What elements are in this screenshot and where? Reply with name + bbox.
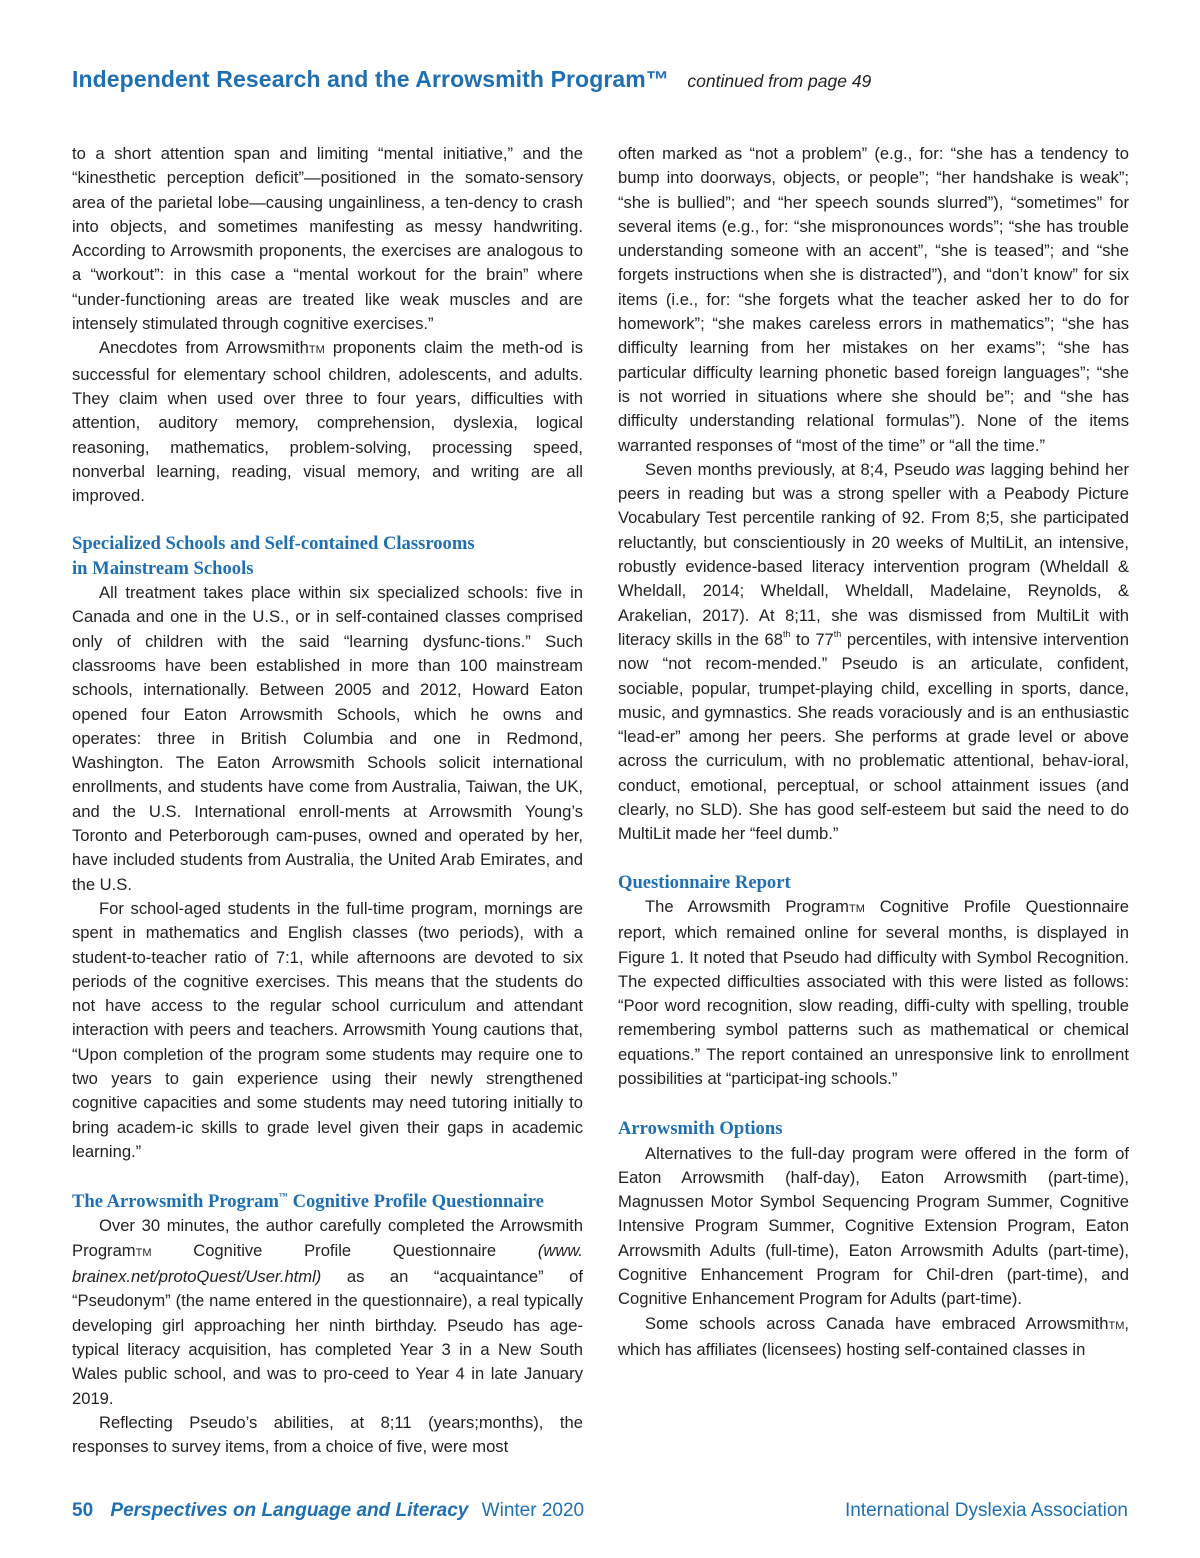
paragraph: Some schools across Canada have embraced ArrowsmithTM, which has affiliates (licensees) hosting self-contained classes in xyxy=(618,1313,1129,1359)
publication-name: Perspectives on Language and Literacy xyxy=(110,1500,469,1521)
page-number: 50 xyxy=(72,1500,94,1521)
paragraph: Seven months previously, at 8;4, Pseudo was lagging behind her peers in reading but was a strong speller with a Peabody Picture Vocabulary Test percentile ranking of 92. From 8;5, she participated reluctantly, but conscientiously in 20 weeks of MultiLit, an intensive, robustly evidence-based literacy intervention program (Wheldall & Wheldall, 2014; Wheldall, Wheldall, Madelaine, Reynolds, & Arakelian, 2017). At 8;11, she was dismissed from MultiLit with literacy skills in the 68th to 77th percentiles, with intensive intervention now “not recom-mended.” Pseudo is an articulate, confident, sociable, popular, trumpet-playing child, excelling in sports, dance, music, and gymnastics. She reads voraciously and is an enthusiastic “lead-er” among her peers. She performs at grade level or above across the curriculum, with no problematic attentional, behav-ioral, conduct, emotional, perceptual, or school attainment issues (and clearly, no SLD). She has good self-esteem but said the need to do MultiLit made her “feel dumb.” xyxy=(618,459,1129,844)
paragraph: Over 30 minutes, the author carefully completed the Arrowsmith ProgramTM Cognitive Profile Questionnaire (www. brainex.net/protoQuest/User.html) as an “acquaintance” of “Pseudonym” (the name entered in the questionnaire), a real typically developing girl approaching her ninth birthday. Pseudo has age-typical literacy acquisition, has completed Year 3 in a New South Wales public school, and was to pro-ceed to Year 4 in late January 2019. xyxy=(72,1216,583,1408)
left-column xyxy=(72,142,583,1459)
paragraph: to a short attention span and limiting “mental initiative,” and the “kinesthetic perception deficit”—positioned in the somato-sensory area of the parietal lobe—causing ungainliness, a ten-dency to crash into objects, and sometimes manifesting as messy handwriting. According to Arrowsmith proponents, the exercises are analogous to a “workout”: in this case a “mental workout for the brain” where “under-functioning areas are treated like weak muscles and are intensely stimulated through cognitive exercises.” xyxy=(72,144,583,334)
page-footer xyxy=(72,1500,1128,1522)
continued-note: continued from page 49 xyxy=(687,71,872,91)
right-column xyxy=(618,142,1129,1362)
section-heading-arrowsmith-options: Arrowsmith Options xyxy=(618,1118,783,1140)
paragraph: For school-aged students in the full-time program, mornings are spent in mathematics and English classes (two periods), with a student-to-teacher ratio of 7:1, while afternoons are devoted to six periods of the cognitive exercises. This means that the students do not have access to the regular school curriculum and attendant interaction with peers and teachers. Arrowsmith Young cautions that, “Upon completion of the program some students may require one to two years to gain experience using their newly strengthened cognitive capacities and some students may need tutoring initially to bring academ-ic skills to grade level given their gaps in academic learning.” xyxy=(72,898,583,1161)
article-title: Independent Research and the Arrowsmith Program™ xyxy=(72,66,669,92)
questionnaire-url: (www. brainex.net/protoQuest/User.html) xyxy=(72,1240,583,1287)
section-heading-cognitive-profile-questionnaire: The Arrowsmith Program™ Cognitive Profile Questionnaire xyxy=(72,1190,544,1213)
section-heading-questionnaire-report: Questionnaire Report xyxy=(618,871,791,893)
section-heading-specialized-schools: Specialized Schools and Self-contained Classrooms in Mainstream Schools xyxy=(72,533,475,579)
paragraph: often marked as “not a problem” (e.g., for: “she has a tendency to bump into doorways, objects, or people”; “her handshake is weak”; “she is bullied”; and “her speech sounds slurred”), “sometimes” for several items (e.g., for: “she mispronounces words”; “she has trouble understanding someone with an accent”, “she is teased”; and “she forgets instructions when she is distracted”), and “don’t know” for six items (i.e., for: “she forgets what the teacher asked her to do for homework”; “she makes careless errors in mathematics”; “she has difficulty learning from her mistakes on her exams”; “she has particular difficulty learning phonetic based foreign languages”; “she is not worried in situations where she should be”; and “she has difficulty understanding relational formulas”). None of the items warranted responses of “most of the time” or “all the time.” xyxy=(618,144,1129,455)
issue-date: Winter 2020 xyxy=(481,1500,585,1521)
paragraph: All treatment takes place within six specialized schools: five in Canada and one in the U.S., or in self-contained classes comprised only of children with the said “learning dysfunc-tions.” Such classrooms have been established in more than 100 mainstream schools, internationally. Between 2005 and 2012, Howard Eaton opened four Eaton Arrowsmith Schools, which he owns and operates: three in British Columbia and one in Redmond, Washington. The Eaton Arrowsmith Schools solicit international enrollments, and students have come from Australia, Taiwan, the UK, and the U.S. International enroll-ments at Arrowsmith Young’s Toronto and Peterborough cam-puses, owned and operated by her, have included students from Australia, the United Arab Emirates, and the U.S. xyxy=(72,583,583,894)
paragraph: Anecdotes from ArrowsmithTM proponents claim the meth-od is successful for elementary school children, adolescents, and adults. They claim when used over three to four years, difficulties with attention, auditory memory, comprehension, dyslexia, logical reasoning, mathematics, problem-solving, processing speed, nonverbal learning, reading, visual memory, and writing are all improved. xyxy=(72,338,584,506)
paragraph: Alternatives to the full-day program were offered in the form of Eaton Arrowsmith (half-day), Eaton Arrowsmith (part-time), Magnussen Motor Symbol Sequencing Program Summer, Cognitive Intensive Program Summer, Cognitive Extension Program, Eaton Arrowsmith Adults (full-time), Eaton Arrowsmith Adults (part-time), Cognitive Enhancement Program for Chil-dren (part-time), and Cognitive Enhancement Program for Adults (part-time). xyxy=(618,1143,1129,1309)
paragraph: The Arrowsmith ProgramTM Cognitive Profile Questionnaire report, which remained online for several months, is displayed in Figure 1. It noted that Pseudo had difficulty with Symbol Recognition. The expected difficulties associated with this were listed as follows: “Poor word recognition, slow reading, diffi-culty with spelling, trouble remembering symbol patterns such as mathematical or chemical equations.” The report contained an unresponsive link to enrollment possibilities at “participat-ing schools.” xyxy=(618,896,1129,1088)
paragraph: Reflecting Pseudo’s abilities, at 8;11 (years;months), the responses to survey items, from a choice of five, were most xyxy=(72,1412,583,1457)
organization-name: International Dyslexia Association xyxy=(844,1500,1128,1521)
page-header xyxy=(72,66,1132,93)
